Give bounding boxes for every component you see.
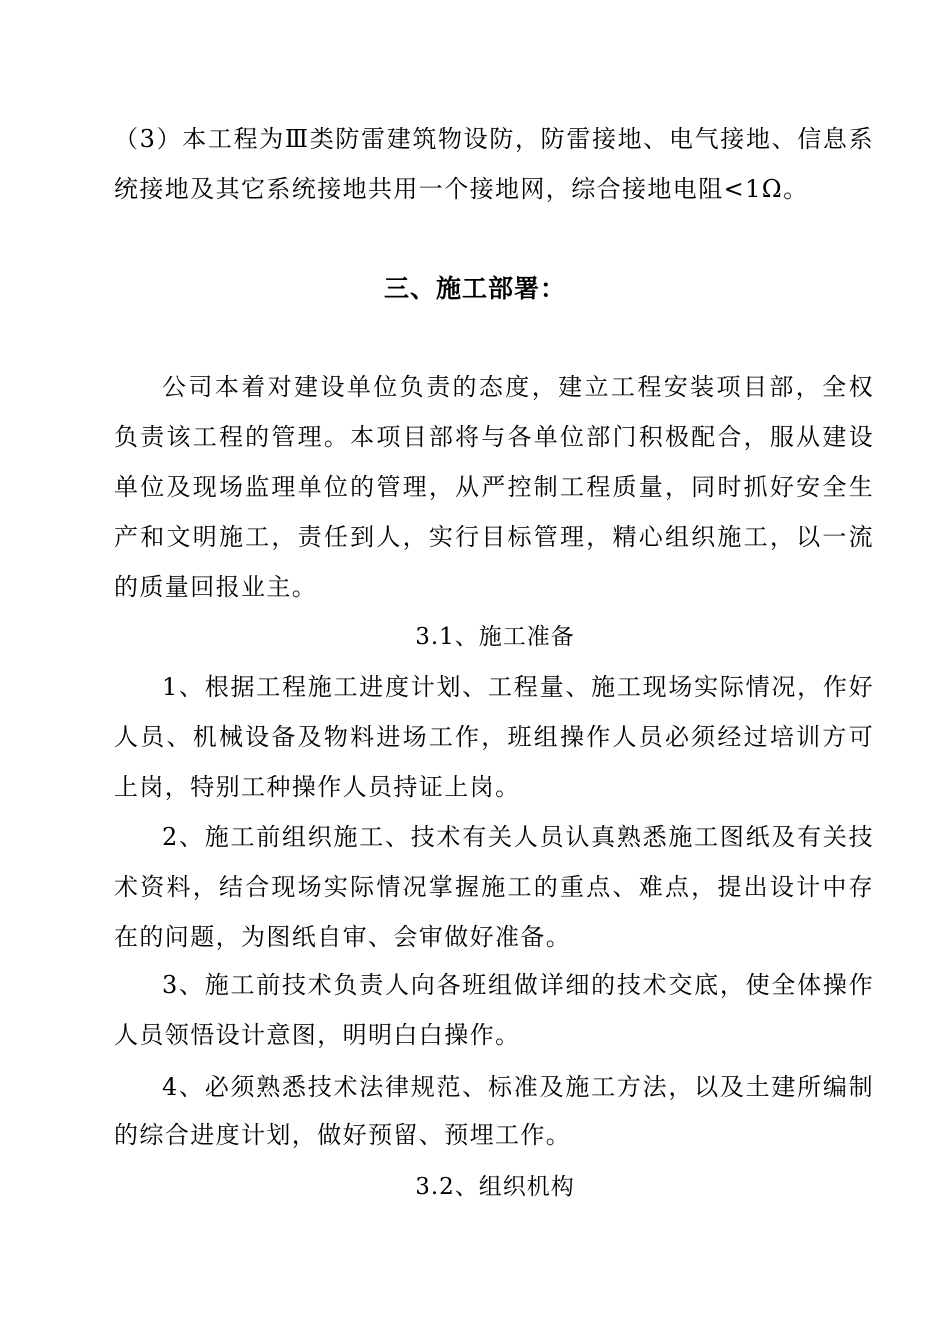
paragraph-line: 产和文明施工，责任到人，实行目标管理，精心组织施工，以一流 <box>114 523 874 551</box>
paragraph-line: 负责该工程的管理。本项目部将与各单位部门积极配合，服从建设 <box>114 423 874 451</box>
paragraph-line: 3、施工前技术负责人向各班组做详细的技术交底，使全体操作 <box>162 971 874 999</box>
paragraph-line: 在的问题，为图纸自审、会审做好准备。 <box>114 923 572 951</box>
paragraph-line: 1、根据工程施工进度计划、工程量、施工现场实际情况，作好 <box>162 673 874 701</box>
paragraph-line: 人员、机械设备及物料进场工作，班组操作人员必须经过培训方可 <box>114 723 874 751</box>
paragraph-line: 公司本着对建设单位负责的态度，建立工程安装项目部，全权 <box>162 373 874 401</box>
paragraph-line: 上岗，特别工种操作人员持证上岗。 <box>114 773 521 801</box>
paragraph-line: 2、施工前组织施工、技术有关人员认真熟悉施工图纸及有关技 <box>162 823 874 851</box>
subsection-heading: 3.1、施工准备 <box>415 624 575 650</box>
paragraph-line: （3）本工程为Ⅲ类防雷建筑物设防，防雷接地、电气接地、信息系 <box>114 125 874 153</box>
paragraph-line: 的综合进度计划，做好预留、预埋工作。 <box>114 1121 572 1149</box>
paragraph-line: 人员领悟设计意图，明明白白操作。 <box>114 1021 521 1049</box>
paragraph-line: 4、必须熟悉技术法律规范、标准及施工方法，以及土建所编制 <box>162 1073 874 1101</box>
paragraph-line: 单位及现场监理单位的管理，从严控制工程质量，同时抓好安全生 <box>114 473 874 501</box>
paragraph-line: 术资料，结合现场实际情况掌握施工的重点、难点，提出设计中存 <box>114 873 874 901</box>
section-heading: 三、施工部署： <box>383 274 566 303</box>
paragraph-line: 统接地及其它系统接地共用一个接地网，综合接地电阻<1Ω。 <box>114 175 809 203</box>
paragraph-line: 的质量回报业主。 <box>114 573 318 601</box>
subsection-heading: 3.2、组织机构 <box>415 1174 575 1200</box>
